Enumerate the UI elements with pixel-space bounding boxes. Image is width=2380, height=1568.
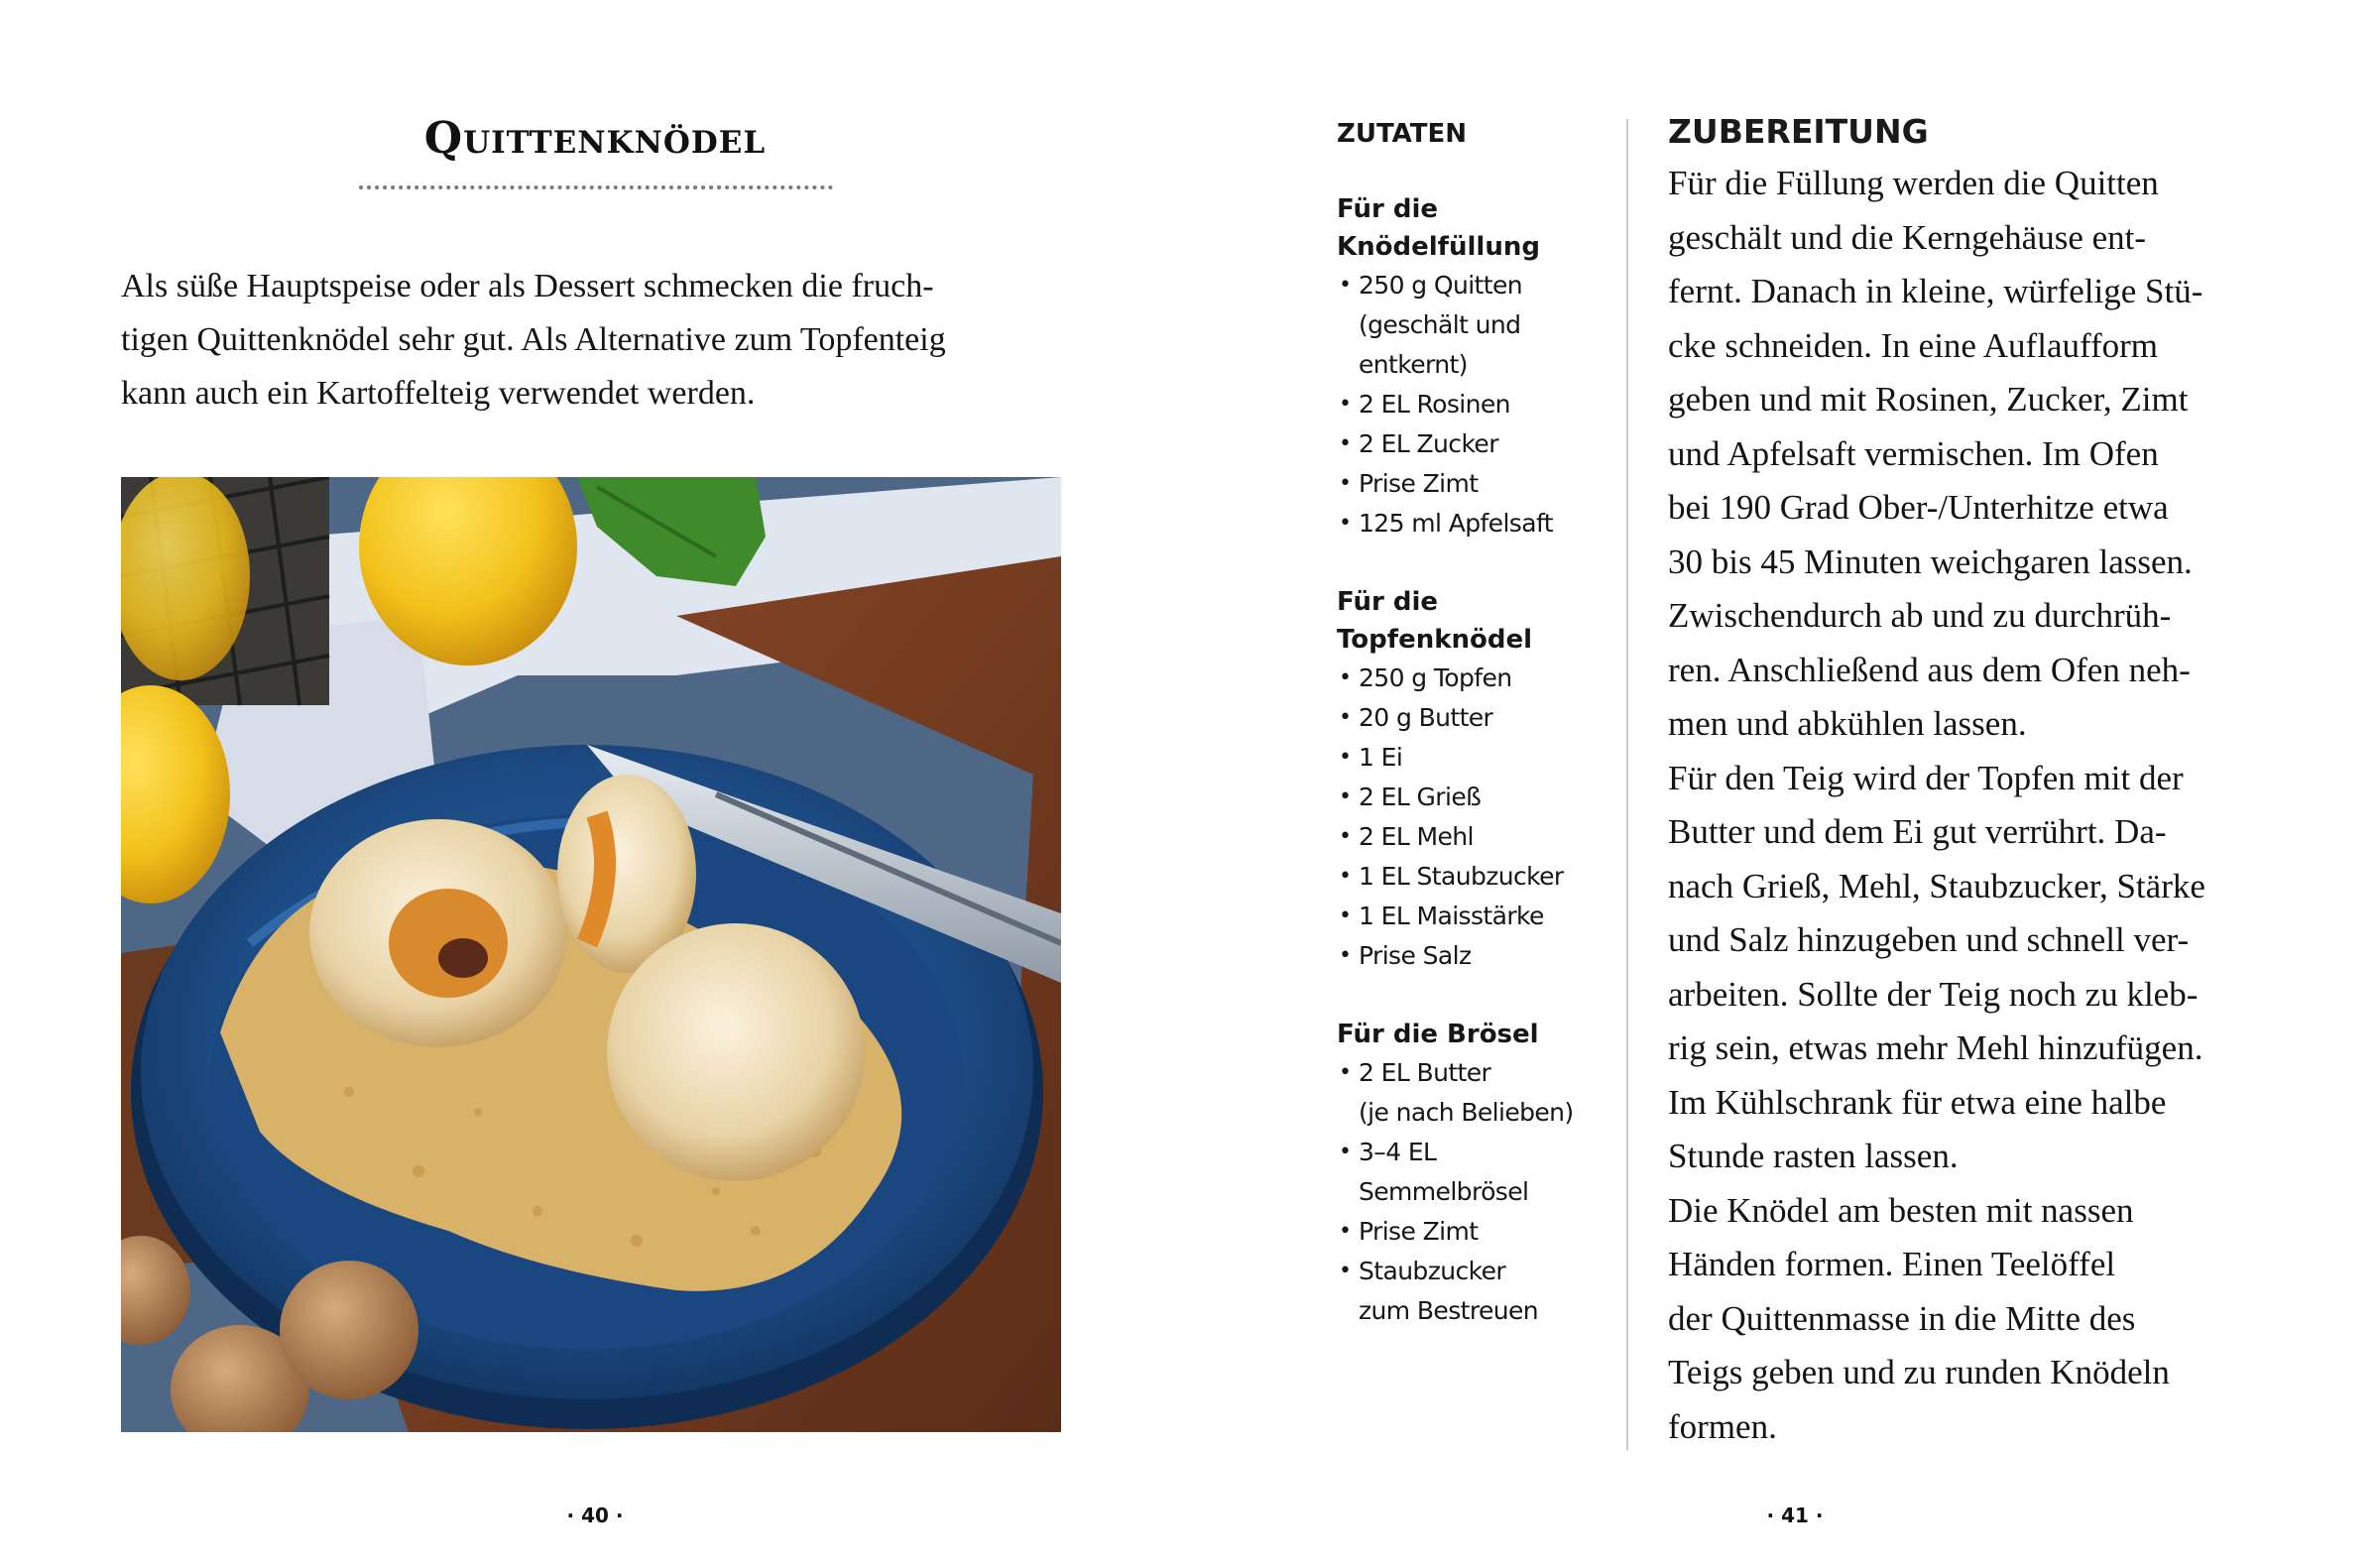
- bullet-icon: •: [1339, 1259, 1352, 1283]
- bullet-icon: •: [1339, 864, 1352, 889]
- ingredient-text: 125 ml Apfelsaft: [1359, 509, 1553, 538]
- ingredient-item: [1337, 897, 1614, 936]
- ingredient-text: 20 g Butter: [1359, 703, 1493, 732]
- ingredient-text: Prise Zimt: [1359, 1217, 1479, 1246]
- ingredient-text: 250 g Quitten: [1359, 271, 1522, 300]
- method-line: und Apfelsaft vermischen. Im Ofen: [1668, 433, 2159, 473]
- ingredient-text: (geschält und: [1359, 310, 1521, 339]
- ingredient-item: [1337, 817, 1614, 857]
- method-line: rig sein, etwas mehr Mehl hinzufügen.: [1668, 1028, 2203, 1067]
- ingredient-text: 250 g Topfen: [1359, 663, 1512, 692]
- ingredient-item: [1337, 504, 1614, 543]
- method-line: Zwischendurch ab und zu durchrüh-: [1668, 596, 2172, 635]
- ingredient-item: [1337, 1133, 1614, 1212]
- walnut: [280, 1261, 418, 1399]
- bullet-icon: •: [1339, 904, 1352, 928]
- method-line: formen.: [1668, 1406, 1777, 1446]
- ingredient-item: [1337, 385, 1614, 424]
- bullet-icon: •: [1339, 784, 1352, 809]
- ingredient-text: 2 EL Butter: [1359, 1058, 1491, 1087]
- method-line: der Quittenmasse in die Mitte des: [1668, 1298, 2136, 1338]
- method-line: geben und mit Rosinen, Zucker, Zimt: [1668, 380, 2189, 419]
- ingredient-text: zum Bestreuen: [1359, 1296, 1539, 1325]
- method-line: Stunde rasten lassen.: [1668, 1137, 1959, 1175]
- intro-paragraph: [121, 260, 1083, 421]
- ingredient-text: 2 EL Rosinen: [1359, 390, 1510, 419]
- ingredient-text: Staubzucker: [1359, 1257, 1506, 1285]
- ingredient-item: [1337, 857, 1614, 897]
- recipe-title: Quittenknödel: [423, 113, 767, 164]
- ingredient-group: [1337, 1016, 1614, 1331]
- ingredient-groups: [1337, 190, 1614, 1331]
- ingredient-group: [1337, 583, 1614, 976]
- ingredient-list: [1337, 266, 1614, 543]
- ingredient-text: 2 EL Zucker: [1359, 429, 1498, 458]
- ingredient-item: [1337, 659, 1614, 698]
- bullet-icon: •: [1339, 745, 1352, 770]
- ingredients-column: [1337, 117, 1614, 1331]
- recipe-photo: [121, 477, 1061, 1432]
- bullet-icon: •: [1339, 392, 1352, 417]
- title-dotted-rule: [359, 185, 833, 189]
- method-line: Die Knödel am besten mit nassen: [1668, 1190, 2134, 1230]
- method-text: [1668, 157, 2303, 1454]
- ingredient-text: Prise Zimt: [1359, 469, 1479, 498]
- ingredient-text: (je nach Belieben): [1359, 1098, 1574, 1127]
- column-divider: [1626, 119, 1628, 1450]
- page-number: · 40 ·: [566, 1504, 624, 1527]
- ingredient-text: 1 Ei: [1359, 743, 1403, 772]
- method-line: arbeiten. Sollte der Teig noch zu kleb-: [1668, 974, 2199, 1014]
- ingredient-text: 1 EL Maisstärke: [1359, 902, 1544, 930]
- bullet-icon: •: [1339, 1140, 1352, 1164]
- bullet-icon: •: [1339, 943, 1352, 968]
- ingredient-group: [1337, 190, 1614, 543]
- bullet-icon: •: [1339, 1219, 1352, 1244]
- method-heading: ZUBEREITUNG: [1668, 112, 1929, 151]
- ingredient-text: entkernt): [1359, 350, 1468, 379]
- recipe-photo-illustration: [121, 477, 1061, 1432]
- ingredient-item: [1337, 778, 1614, 817]
- ingredient-text: 1 EL Staubzucker: [1359, 862, 1564, 891]
- ingredients-heading: ZUTATEN: [1337, 119, 1468, 149]
- ingredient-text: Prise Salz: [1359, 941, 1472, 970]
- method-line: geschält und die Kerngehäuse ent-: [1668, 217, 2147, 257]
- raisin: [438, 938, 488, 978]
- method-column: [1668, 111, 2303, 1454]
- method-line: Für den Teig wird der Topfen mit der: [1668, 758, 2184, 797]
- method-line: men und abkühlen lassen.: [1668, 704, 2027, 743]
- ingredient-item: [1337, 424, 1614, 464]
- ingredient-item: [1337, 1053, 1614, 1133]
- method-line: Butter und dem Ei gut verrührt. Da-: [1668, 812, 2167, 851]
- bullet-icon: •: [1339, 665, 1352, 690]
- bullet-icon: •: [1339, 1060, 1352, 1085]
- dumpling-whole: [607, 923, 865, 1181]
- method-line: bei 190 Grad Ober-/Unterhitze etwa: [1668, 488, 2169, 527]
- ingredient-group-title: Für die Brösel: [1337, 1020, 1539, 1049]
- bullet-icon: •: [1339, 511, 1352, 536]
- method-line: cke schneiden. In eine Auflaufform: [1668, 325, 2159, 365]
- method-line: ren. Anschließend aus dem Ofen neh-: [1668, 650, 2191, 689]
- bullet-icon: •: [1339, 705, 1352, 730]
- bullet-icon: •: [1339, 273, 1352, 298]
- ingredient-list: [1337, 1053, 1614, 1331]
- method-line: Für die Füllung werden die Quitten: [1668, 164, 2159, 202]
- ingredient-item: [1337, 936, 1614, 976]
- method-line: nach Grieß, Mehl, Staubzucker, Stärke: [1668, 866, 2205, 905]
- ingredient-group-title: Für die Knödelfüllung: [1337, 194, 1540, 262]
- method-line: fernt. Danach in kleine, würfelige Stü-: [1668, 272, 2203, 310]
- ingredient-text: 2 EL Grieß: [1359, 783, 1482, 811]
- ingredient-item: [1337, 738, 1614, 778]
- ingredient-item: [1337, 1212, 1614, 1252]
- intro-line: Als süße Hauptspeise oder als Dessert schmecken die fruch-: [121, 268, 934, 304]
- ingredient-item: [1337, 266, 1614, 385]
- ingredient-item: [1337, 464, 1614, 504]
- ingredient-item: [1337, 698, 1614, 738]
- method-line: Teigs geben und zu runden Knödeln: [1668, 1353, 2170, 1391]
- intro-line: tigen Quittenknödel sehr gut. Als Alternative zum Topfenteig: [121, 321, 946, 358]
- method-line: Händen formen. Einen Teelöffel: [1668, 1245, 2116, 1283]
- method-line: 30 bis 45 Minuten weichgaren lassen.: [1668, 542, 2193, 581]
- method-line: Im Kühlschrank für etwa eine halbe: [1668, 1082, 2167, 1122]
- intro-line: kann auch ein Kartoffelteig verwendet werden.: [121, 375, 756, 412]
- bullet-icon: •: [1339, 431, 1352, 456]
- method-line: und Salz hinzugeben und schnell ver-: [1668, 920, 2190, 959]
- ingredient-text: 3–4 EL: [1359, 1138, 1437, 1166]
- ingredient-text: 2 EL Mehl: [1359, 822, 1474, 851]
- ingredient-text: Semmelbrösel: [1359, 1177, 1529, 1206]
- ingredient-item: [1337, 1252, 1614, 1331]
- ingredient-group-title: Für die Topfenknödel: [1337, 587, 1533, 655]
- bullet-icon: •: [1339, 824, 1352, 849]
- page-number: · 41 ·: [1766, 1504, 1824, 1527]
- ingredient-list: [1337, 659, 1614, 976]
- bullet-icon: •: [1339, 471, 1352, 496]
